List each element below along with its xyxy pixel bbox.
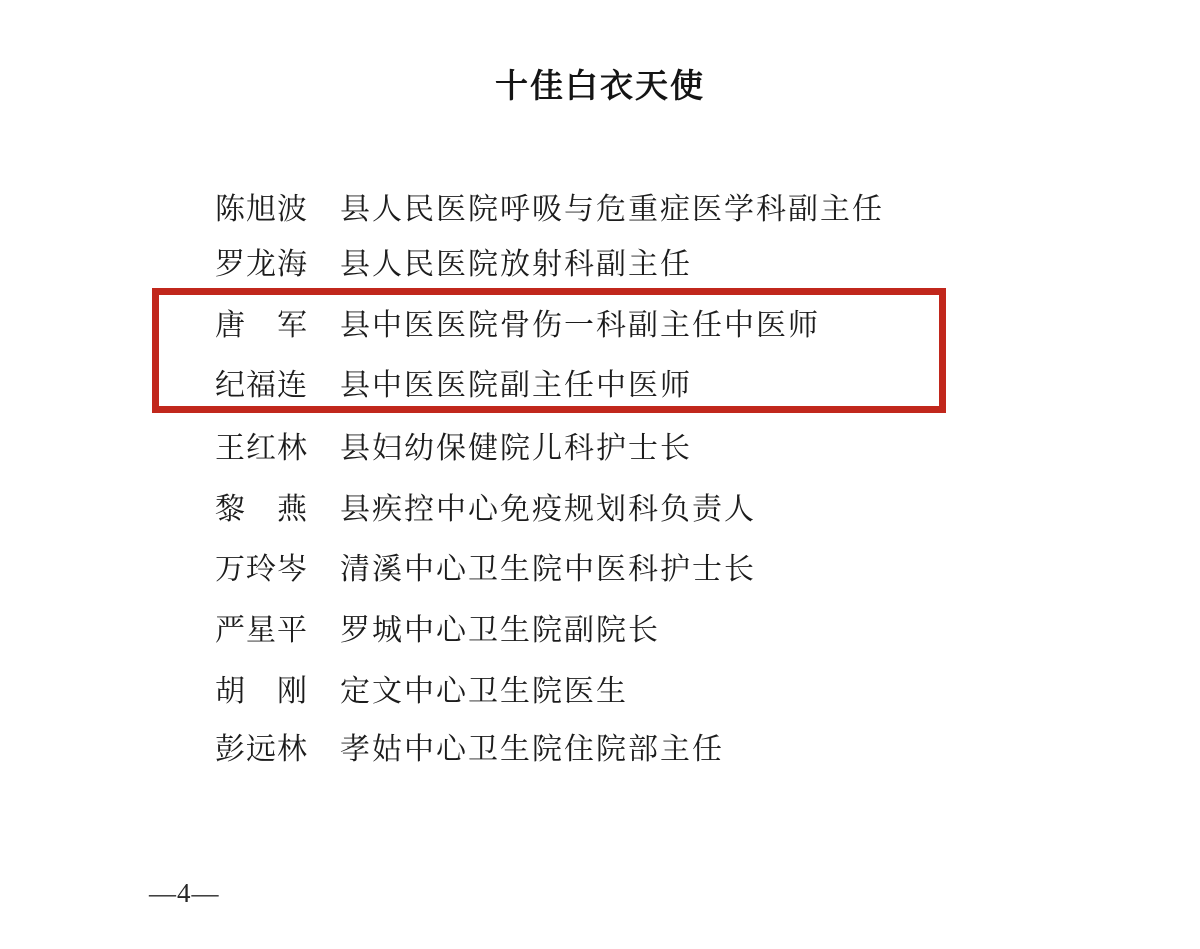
awardee-name: 纪福连	[215, 369, 308, 402]
awardee-name: 万玲岑	[215, 553, 308, 586]
list-item	[215, 249, 692, 281]
awardee-position: 县中医医院骨伤一科副主任中医师	[340, 309, 820, 342]
awardee-name: 黎 燕	[215, 493, 308, 526]
list-item	[215, 370, 692, 402]
awardee-position: 孝姑中心卫生院住院部主任	[340, 733, 724, 766]
list-item	[215, 433, 692, 465]
list-item	[215, 194, 884, 226]
list-item	[215, 494, 756, 526]
awardee-position: 县疾控中心免疫规划科负责人	[340, 493, 756, 526]
awardee-name: 唐 军	[215, 309, 308, 342]
awardee-name: 陈旭波	[215, 193, 308, 226]
awardee-position: 县人民医院放射科副主任	[340, 248, 692, 281]
list-item	[215, 676, 628, 708]
awardee-name: 彭远林	[215, 733, 308, 766]
awardee-position: 县人民医院呼吸与危重症医学科副主任	[340, 193, 884, 226]
awardee-position: 清溪中心卫生院中医科护士长	[340, 553, 756, 586]
page-number: —4—	[149, 878, 220, 908]
page-title: 十佳白衣天使	[495, 67, 705, 104]
awardee-position: 县妇幼保健院儿科护士长	[340, 432, 692, 465]
awardee-name: 严星平	[215, 614, 308, 647]
awardee-name: 王红林	[215, 432, 308, 465]
awardee-name: 罗龙海	[215, 248, 308, 281]
awardee-position: 县中医医院副主任中医师	[340, 369, 692, 402]
list-item	[215, 310, 820, 342]
list-item	[215, 734, 724, 766]
list-item	[215, 615, 660, 647]
awardee-name: 胡 刚	[215, 675, 308, 708]
awardee-position: 定文中心卫生院医生	[340, 675, 628, 708]
list-item	[215, 554, 756, 586]
awardee-position: 罗城中心卫生院副院长	[340, 614, 660, 647]
